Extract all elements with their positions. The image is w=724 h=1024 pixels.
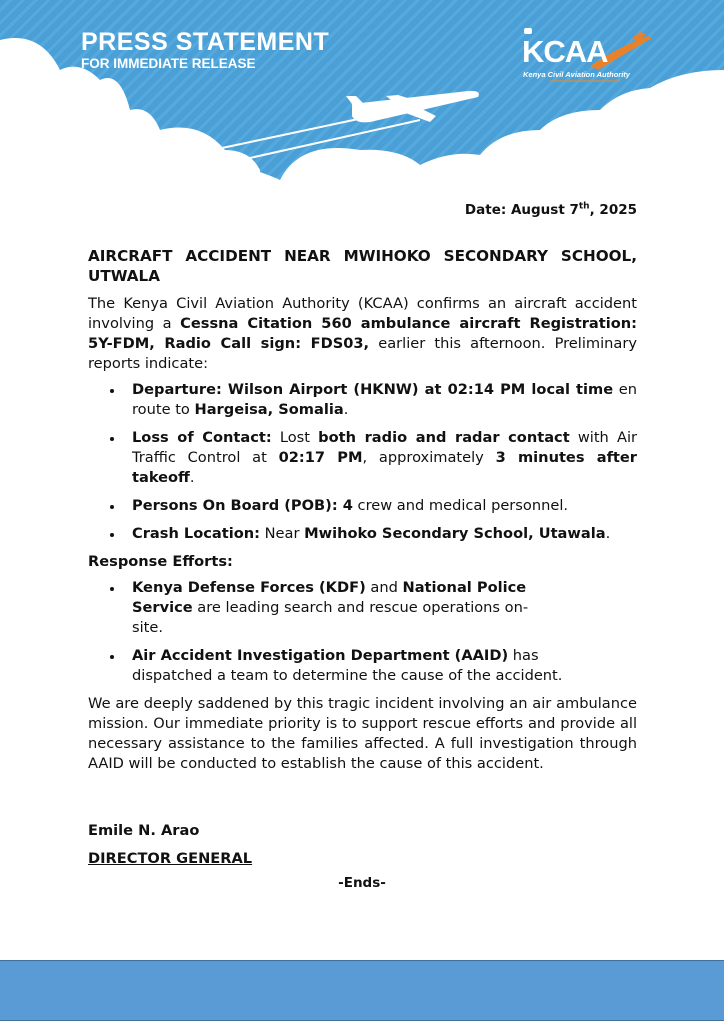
response-list: [88, 578, 637, 686]
logo-tagline-line: [550, 80, 620, 82]
list-item-departure: Departure: Wilson Airport (HKNW) at 02:14 PM local time en route to Hargeisa, Somalia.: [132, 381, 637, 418]
kcaa-logo: [520, 26, 660, 86]
details-list: [88, 380, 637, 544]
list-item-loss-of-contact: Loss of Contact: Lost both radio and radar contact with Air Traffic Control at 02:17 PM, approximately 3 minutes after takeoff.: [132, 429, 638, 486]
list-item-crash-location: Crash Location: Near Mwihoko Secondary School, Utawala.: [132, 524, 637, 544]
press-statement-banner: [0, 0, 724, 190]
statement-date: Date: August 7th, 2025: [464, 201, 637, 218]
signatory-title: DIRECTOR GENERAL: [88, 850, 253, 867]
headline: AIRCRAFT ACCIDENT NEAR MWIHOKO SECONDARY SCHOOL, UTWALA: [88, 247, 637, 285]
response-efforts-heading: Response Efforts:: [88, 553, 233, 570]
ends-marker: -Ends-: [338, 875, 386, 891]
intro-paragraph: The Kenya Civil Aviation Authority (KCAA) confirms an aircraft accident involving a Cessna Citation 560 ambulance aircraft Registration: 5Y-FDM, Radio Call sign: FDS03, earlier this afternoon. Preliminary reports indicate:: [88, 295, 637, 372]
signatory-name: Emile N. Arao: [88, 822, 200, 839]
list-item-persons-on-board: Persons On Board (POB): 4 crew and medical personnel.: [132, 496, 637, 516]
list-item-kdf-police: Kenya Defense Forces (KDF) and National Police Service are leading search and rescue operations on-site.: [132, 578, 637, 638]
kcaa-full-name: Kenya Civil Aviation Authority: [523, 70, 630, 79]
footer-band: [0, 960, 724, 1021]
press-statement-title: PRESS STATEMENT: [81, 28, 330, 56]
immediate-release-subtitle: FOR IMMEDIATE RELEASE: [81, 56, 256, 71]
airplane-icon: [346, 91, 479, 123]
kcaa-acronym: KCAA: [522, 34, 608, 69]
list-item-aaid: Air Accident Investigation Department (AAID) has dispatched a team to determine the cause of the accident.: [132, 646, 637, 686]
closing-paragraph: We are deeply saddened by this tragic incident involving an air ambulance mission. Our immediate priority is to support rescue efforts and provide all necessary assistance to the families affected. A full investigation through AAID will be conducted to establish the cause of this accident.: [88, 695, 637, 772]
statement-body: [88, 200, 637, 774]
